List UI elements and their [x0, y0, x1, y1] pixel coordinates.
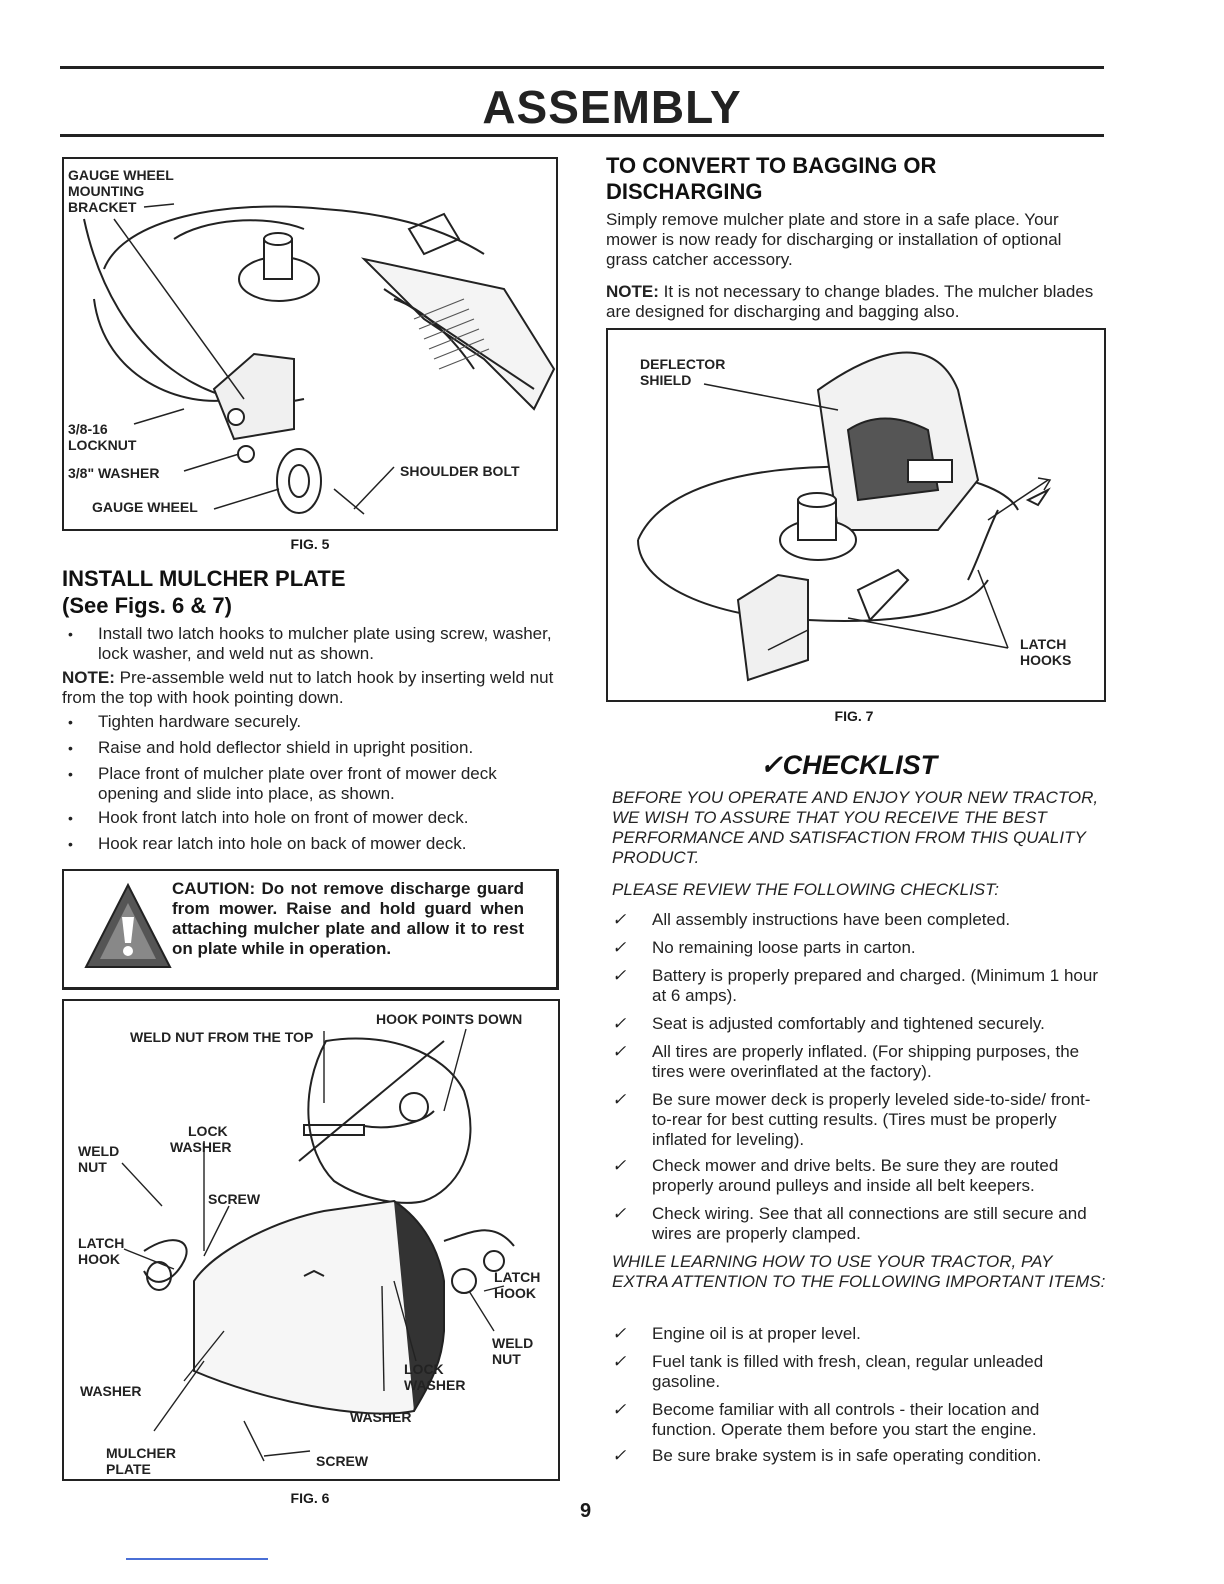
checklist-item-text: All assembly instructions have been completed. [652, 910, 1011, 929]
checklist-item-text: Be sure mower deck is properly leveled side-to-side/ front-to-rear for best cutting results. (Tires must be properly inflated for leveling). [652, 1090, 1091, 1149]
install-bullet-3: • Raise and hold deflector shield in upright position. [62, 738, 558, 758]
install-bullet-5: • Hook front latch into hole on front of mower deck. [62, 808, 558, 828]
checklist-item-text: Check mower and drive belts. Be sure they are routed properly around pulleys and inside all belt keepers. [652, 1156, 1059, 1195]
checklist-item-text: Battery is properly prepared and charged. (Minimum 1 hour at 6 amps). [652, 966, 1098, 1005]
mulcher-plate-illustration [64, 1001, 558, 1479]
label-screw-2: SCREW [316, 1453, 369, 1469]
label-shield: SHIELD [640, 372, 692, 388]
checklist-item-7 [610, 1156, 1108, 1196]
check-icon: ✓ [612, 1446, 627, 1465]
checklist-item-8 [610, 1204, 1108, 1244]
bottom-link-line [126, 1558, 268, 1560]
checklist-item-6 [610, 1090, 1108, 1150]
label-weld-1: WELD [78, 1143, 120, 1159]
convert-body: Simply remove mulcher plate and store in a safe place. Your mower is now ready for discharging or installation of optional grass catcher accessory. [606, 210, 1062, 269]
checklist-review: PLEASE REVIEW THE FOLLOWING CHECKLIST: [612, 880, 999, 899]
label-locknut-size: 3/8-16 [68, 421, 108, 437]
figure-5 [62, 157, 558, 531]
label-washer-1: WASHER [170, 1139, 232, 1155]
label-washer-2: WASHER [404, 1377, 466, 1393]
caution-box [62, 869, 559, 990]
title-underline [60, 134, 1104, 137]
caution-text: CAUTION: Do not remove discharge guard from mower. Raise and hold guard when attaching mulcher plate and allow it to rest on plate while in operation. [172, 879, 524, 958]
check-icon: ✓ [612, 1156, 627, 1175]
checklist-item-text: Check wiring. See that all connections are still secure and wires are properly clamped. [652, 1204, 1087, 1243]
convert-note-text: It is not necessary to change blades. The mulcher blades are designed for discharging and bagging also. [606, 282, 1094, 321]
convert-note [606, 282, 1106, 322]
label-deflector: DEFLECTOR [640, 356, 726, 372]
label-gauge-wheel-bracket-3: BRACKET [68, 199, 137, 215]
label-washer: 3/8" WASHER [68, 465, 160, 481]
checklist-item-5 [610, 1042, 1108, 1082]
checklist-item-2 [610, 938, 1108, 958]
install-note [62, 668, 556, 708]
checklist-item-text: No remaining loose parts in carton. [652, 938, 916, 957]
figure-6 [62, 999, 560, 1481]
checklist2-item-4 [610, 1446, 1108, 1466]
label-mulcher: MULCHER [106, 1445, 176, 1461]
checklist-intro: BEFORE YOU OPERATE AND ENJOY YOUR NEW TRACTOR, WE WISH TO ASSURE THAT YOU RECEIVE THE BEST PERFORMANCE AND SATISFACTION FROM THIS QUALITY PRODUCT. [612, 788, 1099, 867]
label-hooks: HOOKS [1020, 652, 1072, 668]
label-latch-2: LATCH [494, 1269, 541, 1285]
label-hook-1: HOOK [78, 1251, 120, 1267]
top-rule [60, 66, 1104, 69]
check-icon: ✓ [612, 938, 627, 957]
checklist2-item-1 [610, 1324, 1108, 1344]
install-mulcher-subtitle: (See Figs. 6 & 7) [62, 593, 232, 618]
page-number: 9 [580, 1500, 592, 1522]
check-icon: ✓ [612, 966, 627, 985]
checklist-item-text: Be sure brake system is in safe operating condition. [652, 1446, 1042, 1465]
page-title: ASSEMBLY [482, 81, 742, 133]
label-nut-1: NUT [78, 1159, 107, 1175]
label-hook-2: HOOK [494, 1285, 536, 1301]
label-washer-4: WASHER [350, 1409, 412, 1425]
label-screw-1: SCREW [208, 1191, 261, 1207]
label-locknut: LOCKNUT [68, 437, 137, 453]
check-icon: ✓ [612, 1400, 627, 1419]
label-plate: PLATE [106, 1461, 151, 1477]
label-weld-2: WELD [492, 1335, 534, 1351]
check-icon: ✓ [612, 1090, 627, 1109]
check-icon: ✓ [612, 1042, 627, 1061]
install-note-text: Pre-assemble weld nut to latch hook by inserting weld nut from the top with hook pointing down. [62, 668, 554, 707]
label-weld-nut-from-top: WELD NUT FROM THE TOP [130, 1029, 314, 1045]
check-icon: ✓ [612, 1352, 627, 1371]
checklist-item-3 [610, 966, 1108, 1006]
checklist-title: ✓CHECKLIST [760, 750, 938, 780]
checklist-item-text: Seat is adjusted comfortably and tightened securely. [652, 1014, 1045, 1033]
checklist-item-1 [610, 910, 1108, 930]
checklist-item-text: All tires are properly inflated. (For shipping purposes, the tires were overinflated at the factory). [652, 1042, 1080, 1081]
label-gauge-wheel-bracket-1: GAUGE WHEEL [68, 167, 174, 183]
label-lock-2: LOCK [404, 1361, 444, 1377]
label-gauge-wheel-bracket-2: MOUNTING [68, 183, 145, 199]
label-shoulder-bolt: SHOULDER BOLT [400, 463, 520, 479]
check-icon: ✓ [612, 910, 627, 929]
checklist-while: WHILE LEARNING HOW TO USE YOUR TRACTOR, PAY EXTRA ATTENTION TO THE FOLLOWING IMPORTANT ITEMS: [612, 1252, 1106, 1291]
convert-note-label: NOTE: [606, 282, 659, 301]
convert-title-2: DISCHARGING [606, 179, 763, 204]
checklist-item-4 [610, 1014, 1108, 1034]
checklist-item-text: Engine oil is at proper level. [652, 1324, 861, 1343]
label-latch-1: LATCH [78, 1235, 125, 1251]
install-bullet-1: • Install two latch hooks to mulcher plate using screw, washer, lock washer, and weld nut as shown. [62, 624, 558, 664]
install-bullet-2: • Tighten hardware securely. [62, 712, 558, 732]
install-mulcher-title: INSTALL MULCHER PLATE [62, 566, 346, 591]
label-hook-points-down: HOOK POINTS DOWN [376, 1011, 523, 1027]
figure-7-caption: FIG. 7 [834, 708, 874, 724]
install-note-label: NOTE: [62, 668, 115, 687]
checklist-item-text: Become familiar with all controls - their location and function. Operate them before you start the engine. [652, 1400, 1040, 1439]
install-bullet-4: • Place front of mulcher plate over front of mower deck opening and slide into place, as shown. [62, 764, 558, 804]
figure-6-caption: FIG. 6 [290, 1490, 330, 1506]
checklist-item-text: Fuel tank is filled with fresh, clean, regular unleaded gasoline. [652, 1352, 1044, 1391]
label-washer-3: WASHER [80, 1383, 142, 1399]
warning-triangle-icon [78, 877, 178, 987]
label-nut-2: NUT [492, 1351, 521, 1367]
label-latch: LATCH [1020, 636, 1067, 652]
label-lock: LOCK [188, 1123, 228, 1139]
checklist2-item-2 [610, 1352, 1108, 1392]
label-gauge-wheel: GAUGE WHEEL [92, 499, 198, 515]
figure-5-caption: FIG. 5 [290, 536, 330, 552]
install-bullet-6: • Hook rear latch into hole on back of mower deck. [62, 834, 558, 854]
checklist2-item-3 [610, 1400, 1108, 1440]
check-icon: ✓ [612, 1324, 627, 1343]
check-icon: ✓ [612, 1204, 627, 1223]
figure-7 [606, 328, 1106, 702]
convert-title-1: TO CONVERT TO BAGGING OR [606, 153, 937, 178]
check-icon: ✓ [612, 1014, 627, 1033]
